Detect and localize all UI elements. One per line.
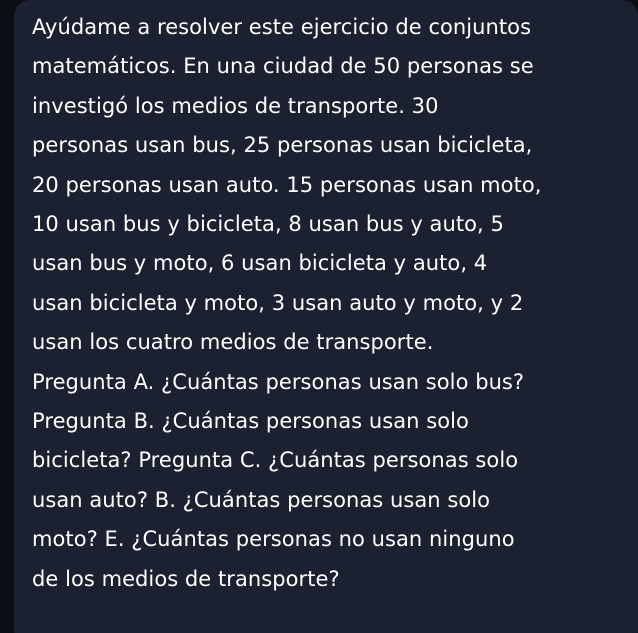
message-line: moto? E. ¿Cuántas personas no usan ninguno <box>32 527 515 552</box>
message-line: Ayúdame a resolver este ejercicio de conjuntos <box>32 15 532 39</box>
message-line: de los medios de transporte? <box>32 566 340 591</box>
message-line: Pregunta A. ¿Cuántas personas usan solo bus? <box>32 369 525 394</box>
message-line: 20 personas usan auto. 15 personas usan moto, <box>32 172 542 197</box>
message-line: Pregunta B. ¿Cuántas personas usan solo <box>32 409 469 434</box>
message-line: usan los cuatro medios de transporte. <box>32 330 434 355</box>
message-line: usan bus y moto, 6 usan bicicleta y auto, 4 <box>32 251 488 276</box>
message-line: 10 usan bus y bicicleta, 8 usan bus y auto, 5 <box>32 212 504 237</box>
message-line: investigó los medios de transporte. 30 <box>32 93 439 118</box>
message-line: personas usan bus, 25 personas usan bicicleta, <box>32 133 533 158</box>
message-line: bicicleta? Pregunta C. ¿Cuántas personas solo <box>32 448 519 473</box>
message-line: matemáticos. En una ciudad de 50 personas se <box>32 54 534 79</box>
message-line: usan bicicleta y moto, 3 usan auto y moto, y 2 <box>32 290 524 315</box>
message-text <box>32 8 622 599</box>
message-line: usan auto? B. ¿Cuántas personas usan solo <box>32 487 491 512</box>
